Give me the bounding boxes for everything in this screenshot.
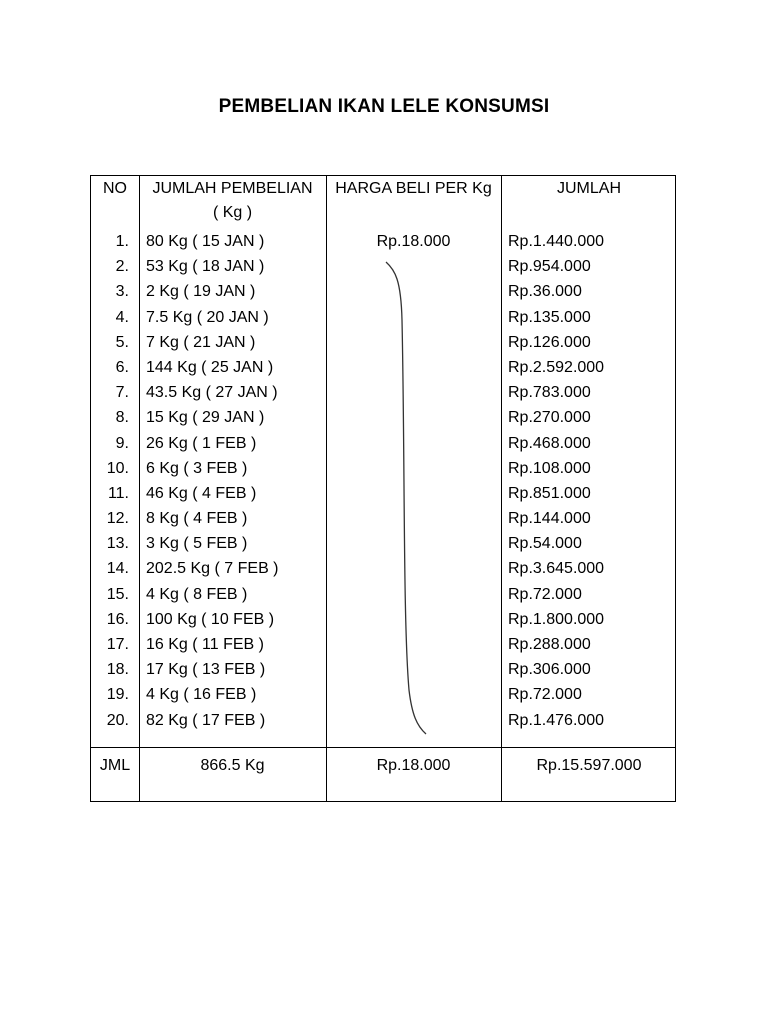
row-number: 11.	[107, 484, 129, 502]
row-total: Rp.270.000	[508, 409, 591, 427]
row-quantity: 82 Kg ( 17 FEB )	[146, 711, 266, 729]
header-total: JUMLAH	[556, 180, 621, 197]
row-quantity: 53 Kg ( 18 JAN )	[146, 258, 265, 276]
total-label: JML	[99, 757, 131, 774]
row-quantity: 17 Kg ( 13 FEB )	[146, 661, 266, 679]
row-number: 13.	[106, 535, 129, 553]
row-number: 7.	[115, 384, 129, 402]
row-number: 9.	[115, 434, 129, 452]
row-total: Rp.306.000	[508, 661, 591, 679]
row-number: 8.	[115, 409, 129, 427]
row-total: Rp.2.592.000	[508, 358, 605, 376]
header-quantity-line2: ( Kg )	[212, 204, 253, 221]
total-row-divider	[91, 747, 675, 748]
column-divider	[501, 176, 502, 801]
row-total: Rp.126.000	[508, 333, 591, 351]
row-total: Rp.108.000	[508, 459, 591, 477]
row-number: 16.	[106, 610, 129, 628]
row-total: Rp.144.000	[508, 510, 591, 528]
row-quantity: 100 Kg ( 10 FEB )	[146, 610, 275, 628]
row-total: Rp.72.000	[508, 585, 582, 603]
header-quantity	[139, 177, 326, 225]
row-number: 3.	[115, 283, 129, 301]
price-per-kg: Rp.18.000	[376, 233, 451, 250]
total-price: Rp.18.000	[376, 757, 451, 774]
row-number: 19.	[106, 686, 129, 704]
header-no: NO	[103, 180, 127, 197]
row-quantity: 202.5 Kg ( 7 FEB )	[146, 560, 279, 578]
row-total: Rp.135.000	[508, 308, 591, 326]
row-quantity: 4 Kg ( 16 FEB )	[146, 686, 257, 704]
row-number: 12.	[106, 510, 129, 528]
header-quantity-line1: JUMLAH PEMBELIAN	[152, 180, 313, 197]
row-number: 15.	[106, 585, 129, 603]
row-quantity: 7.5 Kg ( 20 JAN )	[146, 308, 269, 326]
row-number: 1.	[115, 233, 129, 250]
row-quantity: 46 Kg ( 4 FEB )	[146, 484, 257, 502]
row-quantities	[146, 229, 346, 733]
row-number: 14.	[106, 560, 129, 578]
row-number: 6.	[115, 358, 129, 376]
ditto-mark-line	[383, 260, 443, 740]
row-quantity: 80 Kg ( 15 JAN )	[146, 233, 265, 250]
row-total: Rp.1.440.000	[508, 233, 605, 250]
row-total: Rp.851.000	[508, 484, 591, 502]
row-total: Rp.954.000	[508, 258, 591, 276]
grand-total: Rp.15.597.000	[536, 757, 642, 774]
header-price: HARGA BELI PER Kg	[335, 180, 492, 197]
row-total: Rp.783.000	[508, 384, 591, 402]
row-totals	[508, 229, 673, 733]
purchase-table	[90, 175, 676, 802]
row-quantity: 6 Kg ( 3 FEB )	[146, 459, 248, 477]
row-quantity: 7 Kg ( 21 JAN )	[146, 333, 256, 351]
row-number: 18.	[106, 661, 129, 679]
row-total: Rp.288.000	[508, 636, 591, 653]
row-total: Rp.468.000	[508, 434, 591, 452]
column-divider	[139, 176, 140, 801]
row-number: 2.	[115, 258, 129, 276]
row-quantity: 8 Kg ( 4 FEB )	[146, 510, 248, 528]
document-title: PEMBELIAN IKAN LELE KONSUMSI	[218, 96, 550, 117]
row-number: 5.	[115, 333, 129, 351]
row-number: 10.	[106, 459, 129, 477]
total-quantity: 866.5 Kg	[200, 757, 265, 774]
row-quantity: 43.5 Kg ( 27 JAN )	[146, 384, 278, 402]
row-total: Rp.72.000	[508, 686, 582, 704]
row-quantity: 3 Kg ( 5 FEB )	[146, 535, 248, 553]
row-quantity: 16 Kg ( 11 FEB )	[146, 636, 264, 653]
row-total: Rp.54.000	[508, 535, 582, 553]
row-number: 17.	[106, 636, 129, 653]
row-total: Rp.3.645.000	[508, 560, 605, 578]
row-quantity: 2 Kg ( 19 JAN )	[146, 283, 256, 301]
row-numbers	[91, 229, 129, 733]
row-quantity: 26 Kg ( 1 FEB )	[146, 434, 257, 452]
row-quantity: 15 Kg ( 29 JAN )	[146, 409, 265, 427]
row-quantity: 4 Kg ( 8 FEB )	[146, 585, 248, 603]
row-total: Rp.1.476.000	[508, 711, 605, 729]
row-total: Rp.1.800.000	[508, 610, 605, 628]
row-quantity: 144 Kg ( 25 JAN )	[146, 358, 274, 376]
row-total: Rp.36.000	[508, 283, 582, 301]
row-number: 4.	[115, 308, 129, 326]
row-number: 20.	[106, 711, 129, 729]
